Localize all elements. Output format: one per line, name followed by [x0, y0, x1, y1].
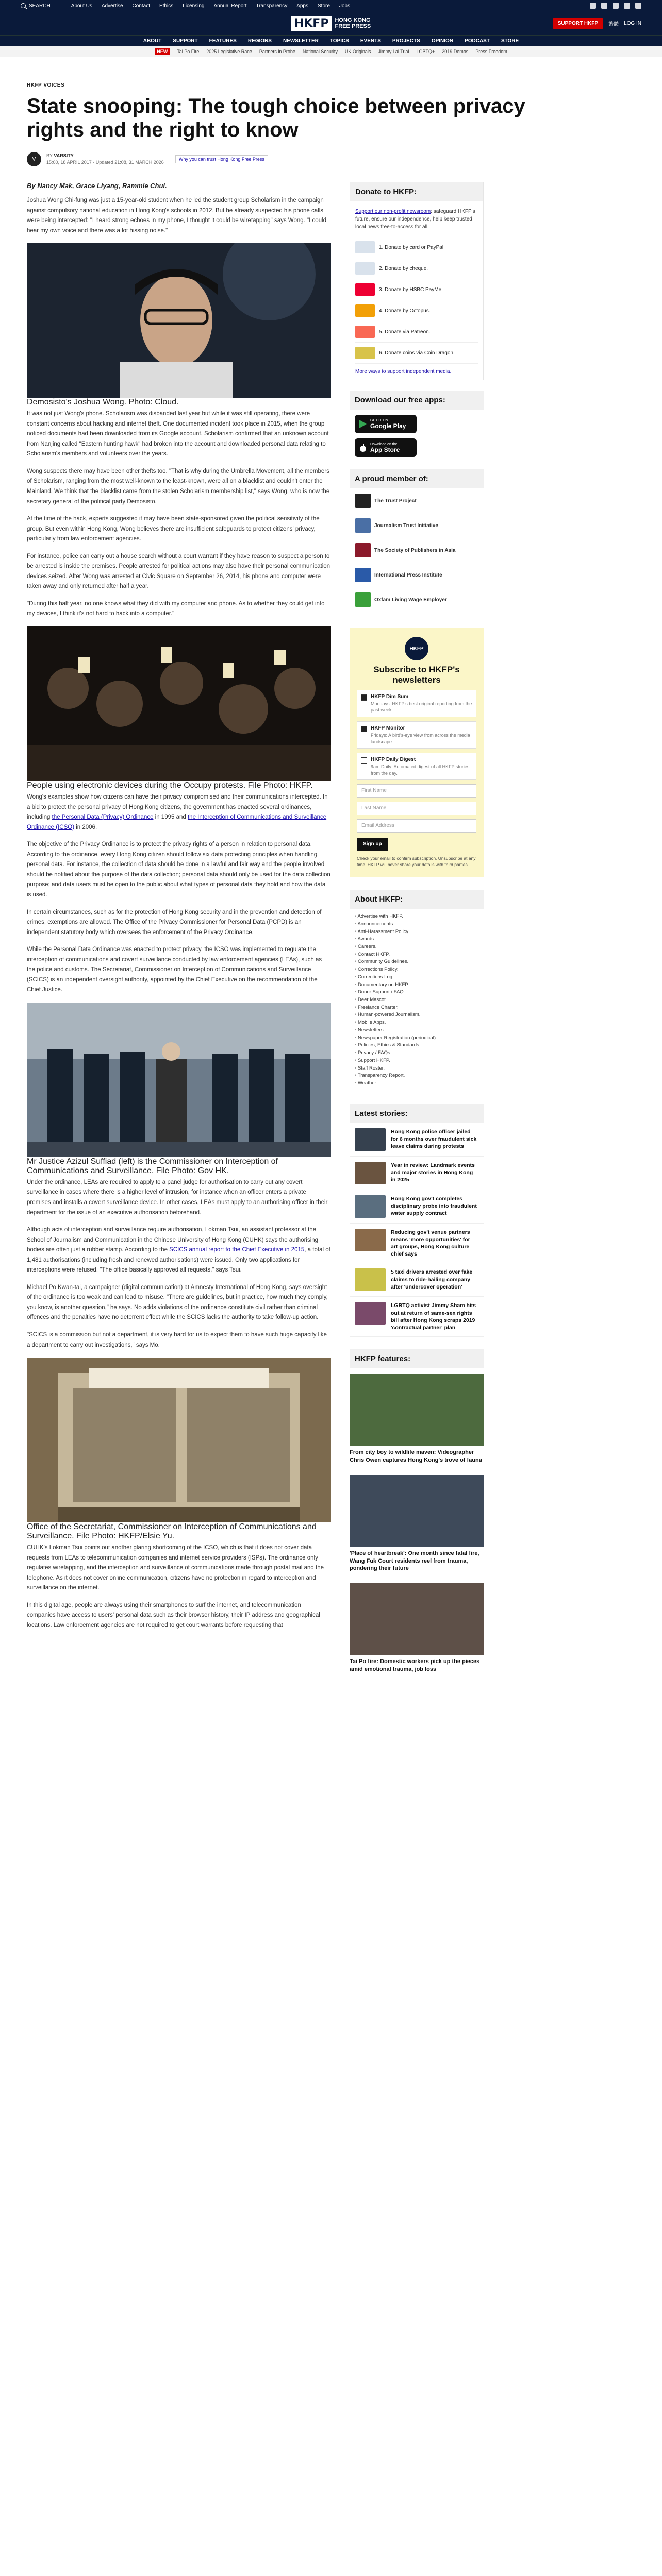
apps-title: Download our free apps: — [350, 391, 484, 410]
search-icon — [21, 3, 26, 8]
nav-item-features[interactable]: FEATURES — [209, 38, 237, 44]
paragraph: It was not just Wong's phone. Scholarism was disbanded last year but while it was still operating, there were constant concerns about hacking and internet theft. One documented incident took place in 2015, when the group noticed documents had been downloaded from its Google account. Scholarism confirmed that an unknown account from Nanjing called "Eastern hunting hawk" had broken into the account and downloaded personal data relating to Scholarism's members and volunteers over the years. — [27, 411, 329, 457]
feature-image — [350, 1475, 484, 1547]
latest-stories — [350, 1104, 484, 1337]
donate-option-label: 1. Donate by card or PayPal. — [379, 244, 445, 250]
author-name[interactable]: VARSITY — [54, 152, 74, 158]
about-link[interactable]: • Deer Mascot. — [355, 996, 478, 1004]
donate-option-label: 6. Donate coins via Coin Dragon. — [379, 350, 455, 356]
by-prefix: BY — [46, 152, 53, 158]
nav-item-opinion[interactable]: OPINION — [431, 38, 454, 44]
photo-joshua-wong-art — [27, 243, 331, 398]
nav-item-events[interactable]: EVENTS — [360, 38, 381, 44]
section-tag[interactable]: HKFP VOICES — [27, 82, 65, 88]
author-avatar: V — [27, 152, 41, 166]
paragraph-text: Wong's examples show how citizens can have their privacy compromised and their communications intercepted. In a bid to protect the personal privacy of Hong Kong citizens, the government has enacted several ordinances, including — [27, 794, 328, 821]
donate-option[interactable] — [355, 279, 478, 300]
about-link[interactable]: • Corrections Log. — [355, 974, 478, 981]
paragraph: In certain circumstances, such as for the protection of Hong Kong security and in the prevention and detection of crimes, exemptions are allowed. The Office of the Privacy Commissioner for Personal Data (PCPD) is an independent statutory body which oversees the enforcement of the Privacy Ordinance. — [27, 909, 322, 936]
support-button[interactable]: SUPPORT HKFP — [553, 18, 603, 29]
about-section — [350, 890, 484, 1092]
paragraph: "During this half year, no one knows what they did with my computer and phone. As to whether they could get into my devices, I think it's not hard to hack into a computer." — [27, 600, 325, 617]
member-jti[interactable] — [350, 513, 484, 538]
article-title: State snooping: The tough choice between privacy rights and the right to know — [27, 95, 525, 141]
logo-mark: HKFP — [291, 16, 332, 31]
trending-link[interactable]: UK Originals — [344, 49, 371, 54]
utility-links — [71, 3, 350, 9]
story-thumbnail — [355, 1195, 386, 1218]
trust-badge[interactable]: Why you can trust Hong Kong Free Press — [175, 155, 268, 163]
member-label: Journalism Trust Initiative — [374, 522, 438, 529]
util-link[interactable]: Ethics — [159, 3, 174, 9]
signup-button[interactable]: Sign up — [357, 838, 388, 851]
story-thumbnail — [355, 1268, 386, 1291]
paragraph-text: in 1995 and — [153, 814, 188, 821]
paragraph-text: Although acts of interception and surveillance require authorisation, Lokman Tsui, an assistant professor at the School of Journalism and Communication in the Chinese University of Hong Kong (CUHK) says the authorising bodies are often just a rubber stamp. According to the — [27, 1227, 319, 1253]
caption: People using electronic devices during the Occupy protests. File Photo: HKFP. — [27, 781, 313, 790]
member-oxfam[interactable] — [350, 587, 484, 612]
newsletter-name: HKFP Dim Sum — [371, 693, 409, 700]
trending-bar — [0, 46, 662, 57]
sopa-icon — [355, 543, 371, 557]
about-title: About HKFP: — [350, 890, 484, 909]
apps-section — [350, 391, 484, 457]
octopus-icon — [355, 304, 375, 317]
trust-project-icon — [355, 494, 371, 508]
member-sopa[interactable] — [350, 538, 484, 563]
donate-option[interactable] — [355, 258, 478, 279]
paragraph: CUHK's Lokman Tsui points out another glaring shortcoming of the ICSO, which is that it does not cover data requests from LEAs to telecommunication companies and internet service providers (ISPs). The ordinance only regulates wiretapping, and the interception and surveillance of communications made through postal mail and the telephone. As it does not cover online communication, citizens have no protection in regard to interception and surveillance on the internet. — [27, 1545, 324, 1591]
feature-item[interactable] — [350, 1469, 484, 1578]
story-thumbnail — [355, 1302, 386, 1325]
figure-scics-office — [27, 1358, 331, 1541]
nav-item-newsletter[interactable]: NEWSLETTER — [283, 38, 319, 44]
trending-link[interactable]: Tai Po Fire — [177, 49, 200, 54]
newsletter-name: HKFP Daily Digest — [371, 757, 416, 763]
checkbox-checked[interactable] — [361, 694, 367, 701]
scics-report-link[interactable]: SCICS annual report to the Chief Executive in 2015 — [169, 1247, 305, 1253]
about-link[interactable]: • Support HKFP. — [355, 1057, 478, 1065]
story-title: Reducing gov't venue partners means 'more opportunities' for art groups, Hong Kong culture chief says — [391, 1229, 470, 1258]
newsletter-desc: Fridays: A bird's-eye view from across the media landscape. — [371, 732, 470, 744]
story-title: Hong Kong police officer jailed for 6 months over fraudulent sick leave claims during protests — [391, 1128, 477, 1149]
donate-option-label: 4. Donate by Octopus. — [379, 308, 431, 314]
story-title: LGBTQ activist Jimmy Sham hits out at return of same-sex rights bill after Hong Kong scraps 2019 'contractual partner' plan — [391, 1302, 476, 1331]
util-link[interactable]: Licensing — [183, 3, 205, 9]
first-name-input[interactable]: First Name — [357, 784, 476, 798]
members-section — [350, 469, 484, 612]
util-link[interactable]: Store — [318, 3, 330, 9]
facebook-icon[interactable] — [590, 3, 596, 9]
donate-title: Donate to HKFP: — [350, 182, 483, 201]
about-link[interactable]: • Documentary on HKFP. — [355, 981, 478, 989]
byline — [27, 152, 635, 166]
member-label: Oxfam Living Wage Employer — [374, 597, 447, 603]
nav-item-projects[interactable]: PROJECTS — [392, 38, 420, 44]
ipi-icon — [355, 568, 371, 582]
newsletter-desc: Mondays: HKFP's best original reporting from the past week. — [371, 701, 472, 713]
member-trust-project[interactable] — [350, 488, 484, 513]
donate-option-label: 3. Donate by HSBC PayMe. — [379, 286, 443, 293]
story-title: Hong Kong gov't completes disciplinary probe into fraudulent water supply contract — [391, 1195, 477, 1216]
trending-link[interactable]: National Security — [302, 49, 338, 54]
story-item[interactable] — [350, 1157, 484, 1190]
trending-link[interactable]: 2025 Legislative Race — [206, 49, 252, 54]
login-link[interactable]: LOG IN — [624, 20, 641, 26]
photo-commissioner-art — [27, 1003, 331, 1157]
trending-link[interactable]: 2019 Demos — [442, 49, 469, 54]
trending-link[interactable]: LGBTQ+ — [416, 49, 435, 54]
search-toggle[interactable] — [21, 3, 51, 9]
about-link[interactable]: • Policies, Ethics & Standards. — [355, 1042, 478, 1049]
main-nav — [0, 35, 662, 46]
feature-title: Tai Po fire: Domestic workers pick up the pieces amid emotional trauma, job loss — [350, 1658, 480, 1673]
privacy-ordinance-link[interactable]: the Personal Data (Privacy) Ordinance — [52, 814, 154, 821]
language-switch[interactable]: 繁體 — [608, 21, 619, 27]
donate-option[interactable] — [355, 300, 478, 321]
google-play-small: GET IT ON — [370, 418, 388, 422]
app-store-small: Download on the — [370, 442, 398, 446]
about-link[interactable]: • Human-powered Journalism. — [355, 1011, 478, 1019]
members-title: A proud member of: — [350, 469, 484, 488]
about-link[interactable]: • Anti-Harassment Policy. — [355, 928, 478, 936]
features-title: HKFP features: — [350, 1349, 484, 1368]
about-link[interactable]: • Careers. — [355, 943, 478, 951]
util-link[interactable]: About Us — [71, 3, 92, 9]
photo-scics-office-art — [27, 1358, 331, 1522]
article-body — [27, 182, 331, 1679]
feature-item[interactable] — [350, 1578, 484, 1679]
trending-link[interactable]: Partners in Probe — [259, 49, 295, 54]
support-newsroom-link[interactable]: Support our non-profit newsroom — [355, 209, 431, 214]
paragraph: For instance, police can carry out a house search without a court warrant if they have reason to suspect a person to be arrested is inside the premises. People arrested for political actions may also have their personal communication devices seized. After Wong was arrested at Civic Square on September 26, 2014, his phone and computer were taken away and only returned after half a year. — [27, 553, 330, 590]
logo-text-line-2: FREE PRESS — [335, 23, 371, 29]
about-link[interactable]: • Transparency Report. — [355, 1072, 478, 1080]
card-icon — [355, 241, 375, 253]
paragraph: Under the ordinance, LEAs are required to apply to a panel judge for authorisation to carry out any covert surveillance in cases where there is a higher level of intrusion, for instance when an officer enters a private premises and installs a covert surveillance device. In other cases, LEAs must apply to an authorising officer in their department for the issue of an executive authorisation beforehand. — [27, 1179, 328, 1216]
last-name-input[interactable]: Last Name — [357, 802, 476, 815]
newsletter-note: Check your email to confirm subscription. Unsubscribe at any time. HKFP will never share your details with third parties. — [357, 856, 476, 868]
nav-item-support[interactable]: SUPPORT — [173, 38, 198, 44]
app-store-button[interactable] — [355, 438, 417, 457]
member-ipi[interactable] — [350, 563, 484, 587]
story-title: 5 taxi drivers arrested over fake claims to ride-hailing company after 'undercover operation' — [391, 1269, 473, 1290]
masthead — [0, 11, 662, 35]
story-item[interactable] — [350, 1190, 484, 1224]
trending-link[interactable]: Jimmy Lai Trial — [378, 49, 409, 54]
util-link[interactable]: Advertise — [101, 3, 123, 9]
about-link[interactable]: • Privacy / FAQs. — [355, 1049, 478, 1057]
top-utility-bar — [0, 0, 662, 11]
newsletter-name: HKFP Monitor — [371, 725, 405, 731]
newsletter-logo: HKFP — [405, 637, 428, 660]
nav-item-podcast[interactable]: PODCAST — [465, 38, 490, 44]
about-link[interactable]: • Newsletters. — [355, 1027, 478, 1035]
donate-intro — [350, 201, 483, 237]
email-input[interactable]: Email Address — [357, 819, 476, 833]
social-links — [590, 3, 641, 9]
photo-commissioner — [27, 1003, 331, 1157]
content-area — [0, 182, 662, 1679]
about-link[interactable]: • Awards. — [355, 936, 478, 943]
story-thumbnail — [355, 1162, 386, 1184]
caption: Office of the Secretariat, Commissioner on Interception of Communications and Surveillance. File Photo: HKFP/Elsie Yu. — [27, 1522, 317, 1541]
nav-item-about[interactable]: ABOUT — [143, 38, 162, 44]
features-section — [350, 1349, 484, 1679]
payme-icon — [355, 283, 375, 296]
donate-option-label: 5. Donate via Patreon. — [379, 329, 431, 335]
donate-option[interactable] — [355, 237, 478, 258]
apple-icon — [359, 443, 367, 452]
donate-options — [350, 237, 483, 364]
paragraph: At the time of the hack, experts suggested it may have been state-sponsored given the political sensitivity of the group. But even within Hong Kong, Wong believes there are insufficient safeguards to protect citizens' privacy, particularly from law enforcement agencies. — [27, 516, 320, 543]
article-header — [0, 57, 662, 166]
checkbox-checked[interactable] — [361, 726, 367, 732]
icso-link[interactable]: the Interception of Communications and Surveillance Ordinance (ICSO) — [27, 814, 327, 831]
jti-icon — [355, 518, 371, 533]
coin-dragon-icon — [355, 347, 375, 359]
photo-occupy-devices-art — [27, 626, 331, 781]
member-label: The Society of Publishers in Asia — [374, 547, 456, 553]
oxfam-icon — [355, 592, 371, 607]
paragraph: "SCICS is a commission but not a department, it is very hard for us to expect them to have such huge capacity like a department to carry out investigations," says Mo. — [27, 1331, 327, 1348]
newsletter-option[interactable] — [357, 753, 476, 780]
nav-item-topics[interactable]: TOPICS — [329, 38, 349, 44]
latest-title: Latest stories: — [350, 1104, 484, 1123]
paragraph: Joshua Wong Chi-fung was just a 15-year-old student when he led the student group Scholarism in the campaign against compulsory national education in Hong Kong's schools in 2012. But he already suspected his phone calls were being intercepted: "I heard strong echoes in my phone, I thought it could be wiretapping" says Wong. "I could hear my own voice and there was a lot hissing noise." — [27, 197, 326, 234]
about-link[interactable]: • Corrections Policy. — [355, 966, 478, 974]
util-link[interactable]: Annual Report — [213, 3, 247, 9]
trending-link[interactable]: Press Freedom — [475, 49, 507, 54]
paragraph: The objective of the Privacy Ordinance is to protect the privacy rights of a person in relation to personal data. According to the ordinance, every Hong Kong citizen should follow six data protecting principles when handling personal data. For instance, the collection of data should be done in a lawful and fair way and the people involved should be notified about the purpose of the data collection; personal data should only be used for the data collection purpose; and data users must be open to the public about what types of personal data they hold and how the data is used. — [27, 841, 330, 898]
figure-commissioner — [27, 1003, 331, 1176]
donate-box — [350, 182, 484, 380]
patreon-icon — [355, 326, 375, 338]
member-label: The Trust Project — [374, 498, 417, 504]
feature-image — [350, 1374, 484, 1446]
newsletter-option[interactable] — [357, 690, 476, 717]
feature-item[interactable] — [350, 1368, 484, 1469]
more-ways-link[interactable]: More ways to support independent media. — [355, 369, 452, 375]
checkbox-unchecked[interactable] — [361, 757, 367, 764]
about-link[interactable]: • Advertise with HKFP. — [355, 913, 478, 921]
instagram-icon[interactable] — [613, 3, 619, 9]
story-item[interactable] — [350, 1123, 484, 1157]
about-link[interactable]: • Donor Support / FAQ. — [355, 989, 478, 996]
util-link[interactable]: Jobs — [339, 3, 351, 9]
photo-scics-office — [27, 1358, 331, 1522]
newsletter-box — [350, 628, 484, 877]
google-play-icon — [359, 419, 367, 429]
google-play-label: Google Play — [370, 422, 406, 430]
google-play-button[interactable] — [355, 415, 417, 433]
publish-dates: 15:00, 18 APRIL 2017 · Updated 21:08, 31 MARCH 2026 — [46, 160, 164, 165]
caption: Mr Justice Azizul Suffiad (left) is the Commissioner on Interception of Communications and Surveillance. File Photo: Gov HK. — [27, 1157, 278, 1175]
donate-option[interactable] — [355, 343, 478, 364]
story-item[interactable] — [350, 1297, 484, 1337]
donate-option[interactable] — [355, 321, 478, 343]
article-writers: By Nancy Mak, Grace Liyang, Rammie Chui. — [27, 182, 167, 190]
photo-occupy-devices — [27, 626, 331, 781]
about-link[interactable]: • Newspaper Registration (periodical). — [355, 1035, 478, 1042]
about-link[interactable]: • Weather. — [355, 1080, 478, 1088]
new-badge: NEW — [155, 48, 170, 55]
donate-intro-text: : safeguard HKFP's future, ensure our independence, help keep trusted local news free-to-access for all. — [355, 209, 475, 230]
youtube-icon[interactable] — [624, 3, 630, 9]
story-title: Year in review: Landmark events and major stories in Hong Kong in 2025 — [391, 1162, 475, 1183]
paragraph: In this digital age, people are always using their smartphones to surf the internet, and telecommunication companies have access to users' personal data such as their browser history, their IP address and geographical locations. Law enforcement agencies are not required to get court warrants before requesting that — [27, 1602, 320, 1629]
about-link[interactable]: • Freelance Charter. — [355, 1004, 478, 1012]
search-label: SEARCH — [29, 3, 51, 9]
util-link[interactable]: Contact — [132, 3, 150, 9]
story-thumbnail — [355, 1229, 386, 1251]
feature-image — [350, 1583, 484, 1655]
paragraph: Wong suspects there may have been other thefts too. "That is why during the Umbrella Movement, all the members of Scholarism, ranging from the most well-known to the least-known, were all on a blacklist and couldn't enter the Mainland. We think that the blacklist came from the stolen Scholarism membership list," says Wong, who is now the secretary general of the political party Demosisto. — [27, 468, 330, 505]
paragraph-text: , a total of 1,481 authorisations (including fresh and renewed authorisations) were issued. Only two applications for interceptions were refused. "The office basically approved all requests," says Tsui. — [27, 1247, 330, 1274]
about-link[interactable]: • Staff Roster. — [355, 1065, 478, 1073]
about-link[interactable]: • Community Guidelines. — [355, 958, 478, 966]
nav-item-regions[interactable]: REGIONS — [247, 38, 272, 44]
about-link[interactable]: • Mobile Apps. — [355, 1019, 478, 1027]
paragraph-text: in 2006. — [74, 824, 97, 831]
util-link[interactable]: Apps — [296, 3, 308, 9]
masthead-actions — [553, 18, 641, 29]
paragraph: Michael Po Kwan-tai, a campaigner (digital communication) at Amnesty International of Hong Kong, says oversight of the ordinance is too weak and can lead to misuse. "There are guidelines, but in practice, how much they comply, you know, is another question," he says. No adds violations of the ordinance constitute civil rather than criminal offences and the penalties have no deterrent effect while the SCICS lacks the authority to take follow-up action. — [27, 1284, 328, 1321]
photo-joshua-wong — [27, 243, 331, 398]
util-link[interactable]: Transparency — [256, 3, 288, 9]
cheque-icon — [355, 262, 375, 275]
feature-title: 'Place of heartbreak': One month since fatal fire, Wang Fuk Court residents reel from trauma, pondering their future — [350, 1550, 479, 1572]
member-label: International Press Institute — [374, 572, 442, 578]
app-store-label: App Store — [370, 446, 400, 453]
about-link[interactable]: • Announcements. — [355, 921, 478, 928]
logo-text-line-1: HONG KONG — [335, 16, 371, 23]
feature-title: From city boy to wildlife maven: Videographer Chris Owen captures Hong Kong's trove of fauna — [350, 1449, 482, 1463]
newsletter-title: Subscribe to HKFP's newsletters — [373, 665, 460, 685]
story-item[interactable] — [350, 1224, 484, 1264]
about-list — [350, 909, 484, 1092]
figure-occupy-devices — [27, 626, 331, 790]
story-item[interactable] — [350, 1263, 484, 1297]
sidebar — [350, 182, 484, 1679]
rss-icon[interactable] — [635, 3, 641, 9]
donate-option-label: 2. Donate by cheque. — [379, 265, 428, 272]
newsletter-option[interactable] — [357, 721, 476, 749]
story-thumbnail — [355, 1128, 386, 1151]
paragraph: While the Personal Data Ordinance was enacted to protect privacy, the ICSO was implemented to regulate the interception of communications and covert surveillance conducted by law enforcement agencies (LEAs), such as the police and customs. The Secretariat, Commissioner on Interception of Communications and Surveillance (SCICS) is an independent oversight authority, appointed by the Chief Executive on the recommendation of the Chief Justice. — [27, 946, 322, 993]
figure-joshua-wong — [27, 243, 331, 407]
nav-item-store[interactable]: STORE — [501, 38, 519, 44]
about-link[interactable]: • Contact HKFP. — [355, 951, 478, 959]
byline-meta — [46, 152, 164, 166]
x-icon[interactable] — [601, 3, 607, 9]
paragraph-with-links — [27, 792, 331, 833]
paragraph-with-links — [27, 1225, 331, 1276]
site-logo[interactable] — [291, 16, 371, 31]
caption: Demosisto's Joshua Wong. Photo: Cloud. — [27, 398, 179, 407]
newsletter-desc: 9am Daily: Automated digest of all HKFP stories from the day. — [371, 764, 470, 776]
logo-text — [335, 17, 371, 29]
